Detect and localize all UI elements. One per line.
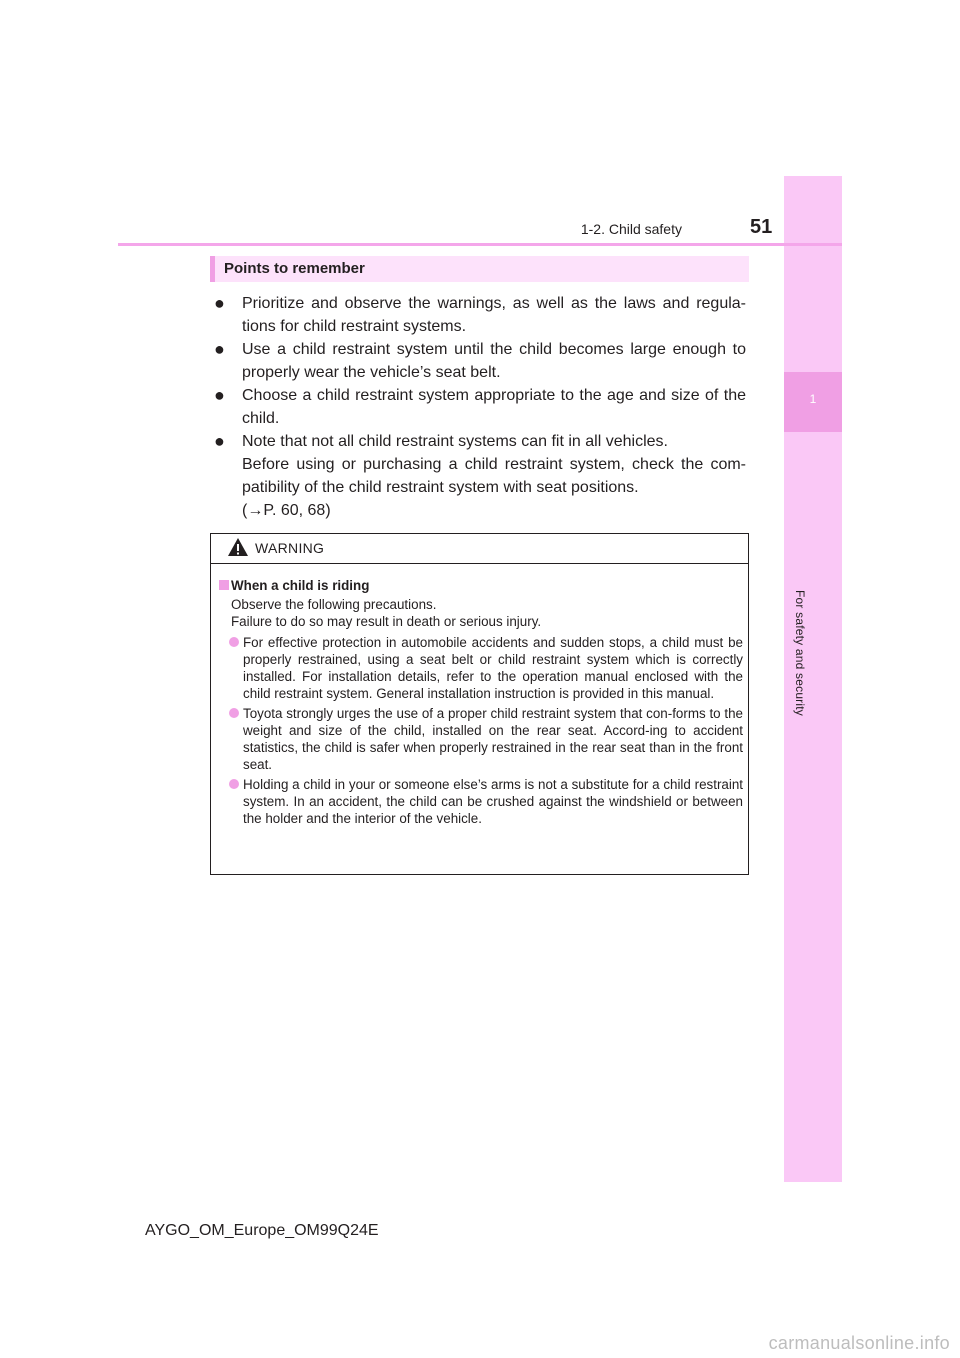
chapter-number: 1	[809, 392, 817, 406]
bullet-text: Prioritize and observe the warnings, as well as the laws and regula-tions for child restraint systems.	[242, 295, 746, 335]
bullet-icon	[229, 779, 239, 789]
bullet-note: Before using or purchasing a child restraint system, check the com-patibility of the child restraint system with seat positions.	[242, 456, 746, 496]
bullet-text: Use a child restraint system until the child becomes large enough to properly wear the vehicle’s seat belt.	[242, 341, 746, 381]
warning-heading-text: When a child is riding	[231, 578, 370, 593]
bullet-icon: ●	[214, 385, 225, 405]
warning-box	[210, 533, 749, 875]
square-bullet-icon	[219, 580, 229, 590]
points-accent-bar	[210, 256, 215, 282]
list-item	[214, 338, 746, 384]
warning-item-text: Toyota strongly urges the use of a proper child restraint system that con-forms to the weight and size of the child, installed on the rear seat. Accord-ing to accident statistics, the child is safer when properly restrained in the rear seat than in the front seat.	[243, 706, 743, 772]
bullet-text: Choose a child restraint system appropriate to the age and size of the child.	[242, 387, 746, 427]
chapter-title: For safety and security	[793, 590, 807, 716]
bullet-text: Note that not all child restraint systems can fit in all vehicles.	[242, 433, 668, 450]
page-reference: (→P. 60, 68)	[242, 502, 331, 519]
points-title: Points to remember	[224, 260, 365, 277]
points-list	[214, 292, 746, 522]
warning-intro	[219, 596, 743, 630]
bullet-icon: ●	[214, 431, 225, 451]
bullet-icon: ●	[214, 293, 225, 313]
header-rule	[118, 243, 842, 246]
warning-triangle-icon	[227, 537, 249, 557]
warning-item	[219, 776, 743, 827]
watermark: carmanualsonline.info	[768, 1333, 950, 1353]
warning-heading	[219, 577, 743, 594]
page-number: 51	[750, 216, 773, 238]
warning-item-text: For effective protection in automobile accidents and sudden stops, a child must be properly restrained, using a seat belt or child restraint system which is correctly installed. For installation details, refer to the operation manual enclosed with the child restraint system. General installation instruction is provided in this manual.	[243, 635, 743, 701]
list-item	[214, 292, 746, 338]
bullet-icon: ●	[214, 339, 225, 359]
list-item	[214, 430, 746, 522]
section-title: 1-2. Child safety	[580, 221, 682, 237]
warning-item-text: Holding a child in your or someone else’s arms is not a substitute for a child restraint system. In an accident, the child can be crushed against the windshield or between the holder and the interior of the vehicle.	[243, 777, 743, 826]
warning-header	[211, 534, 748, 564]
bullet-icon	[229, 708, 239, 718]
warning-title: WARNING	[255, 540, 325, 556]
list-item	[214, 384, 746, 430]
document-id: AYGO_OM_Europe_OM99Q24E	[145, 1222, 379, 1239]
warning-body	[219, 577, 743, 827]
bullet-icon	[229, 637, 239, 647]
warning-intro-line: Observe the following precautions.	[231, 597, 437, 612]
warning-item	[219, 705, 743, 773]
warning-intro-line: Failure to do so may result in death or serious injury.	[231, 614, 542, 629]
warning-item	[219, 634, 743, 702]
points-header	[210, 256, 749, 282]
